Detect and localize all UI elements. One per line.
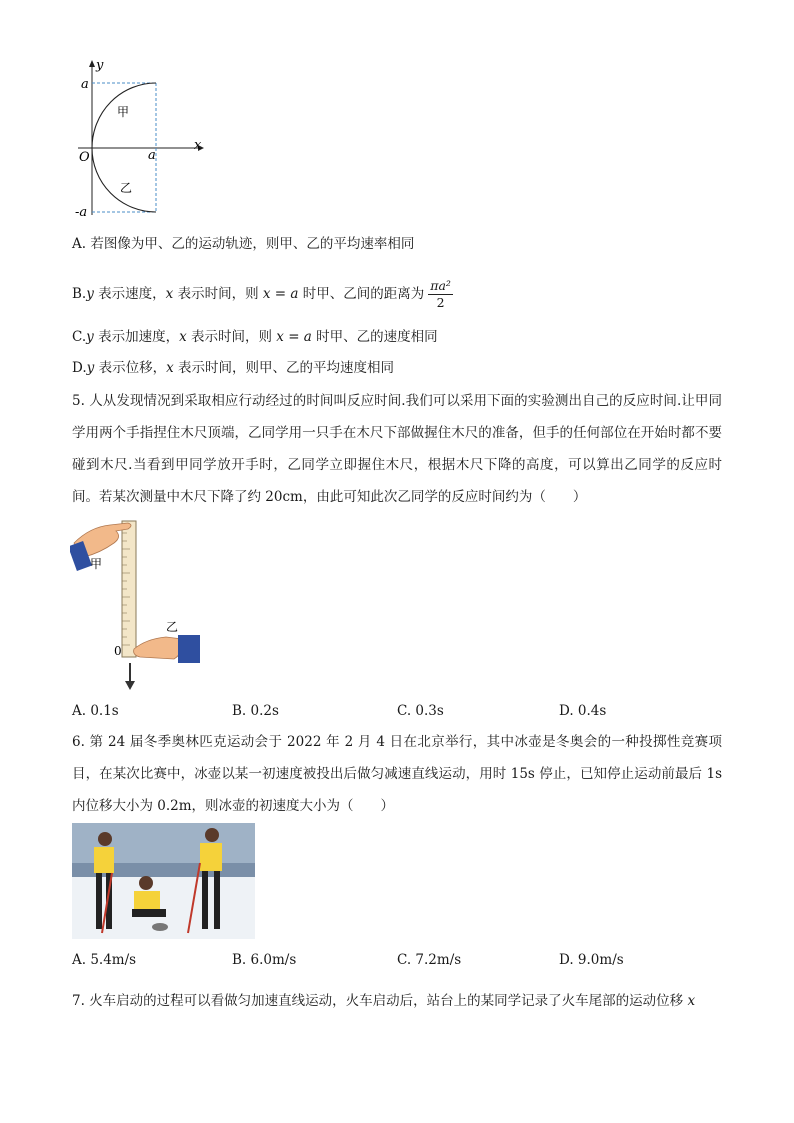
q6-option-a: A. 5.4m/s <box>72 952 137 968</box>
q5-option-a: A. 0.1s <box>72 703 119 719</box>
y-axis-label: y <box>96 58 104 73</box>
curve-lower <box>92 148 156 212</box>
label-jia: 甲 <box>90 557 103 571</box>
q4-option-c-text3: 时甲、乙的速度相同 <box>311 329 438 345</box>
q4-option-c-x: x <box>179 329 187 345</box>
q4-option-c <box>72 328 438 346</box>
q4-option-d-prefix: D. <box>72 360 87 376</box>
x-axis-label: x <box>194 138 202 153</box>
q4-option-c-eq: x = a <box>276 329 312 345</box>
q4-option-b-text1: 表示速度， <box>93 286 166 302</box>
top-tick-label: a <box>81 77 89 92</box>
q5-option-c: C. 0.3s <box>397 703 444 719</box>
q5-option-d: D. 0.4s <box>559 703 607 719</box>
graph-figure <box>70 55 210 225</box>
q4-option-d-text1: 表示位移， <box>94 360 167 376</box>
q4-option-d <box>72 359 394 377</box>
q4-option-b-y: y <box>86 286 94 302</box>
q4-option-d-x: x <box>166 360 174 376</box>
bottom-tick-label: -a <box>75 205 88 220</box>
curling-photo <box>72 823 255 939</box>
ruler-figure <box>70 513 210 693</box>
q4-option-d-y: y <box>86 360 95 376</box>
q5-question-text: 5. 人从发现情况到采取相应行动经过的时间叫反应时间.我们可以采用下面的实验测出自己的反应时间.让甲同学用两个手指捏住木尺顶端，乙同学用一只手在木尺下部做握住木尺的准备，但手的任何部位在开始时都不要碰到木尺.当看到甲同学放开手时，乙同学立即握住木尺，根据木尺下降的高度，可以算出乙同学的反应时间。若某次测量中木尺下降了约 20cm，由此可知此次乙同学的反应时间约为（ ） <box>72 393 722 505</box>
q4-option-b-text2: 表示时间，则 <box>173 286 263 302</box>
q4-option-d-text2: 表示时间，则甲、乙的平均速度相同 <box>173 360 394 376</box>
q5-option-b: B. 0.2s <box>232 703 279 719</box>
curve-lower-label: 乙 <box>120 181 133 195</box>
q4-option-a: A. 若图像为甲、乙的运动轨迹，则甲、乙的平均速率相同 <box>72 236 415 252</box>
q7-question-text <box>72 992 695 1010</box>
q6-option-c: C. 7.2m/s <box>397 952 462 968</box>
sleeve-yi <box>178 635 200 663</box>
q4-option-b-text3: 时甲、乙间的距离为 <box>298 286 425 302</box>
q4-option-b-x: x <box>165 286 174 302</box>
q6-option-d: D. 9.0m/s <box>559 952 624 968</box>
q4-option-b-prefix: B. <box>72 286 87 302</box>
q7-var: x <box>687 993 696 1009</box>
q4-option-b <box>72 278 453 311</box>
q4-option-b-fraction <box>428 278 453 311</box>
q4-option-b-eq: x = a <box>262 286 299 302</box>
q4-option-c-text1: 表示加速度， <box>93 329 180 345</box>
right-tick-label: a <box>148 148 156 163</box>
fraction-numerator: πa² <box>430 278 451 293</box>
hand-yi <box>134 637 183 659</box>
curve-upper-label: 甲 <box>117 105 130 119</box>
y-axis-arrow <box>89 60 95 67</box>
fraction-denominator: 2 <box>436 295 445 310</box>
q4-option-c-y: y <box>86 329 94 345</box>
q7-text: 7. 火车启动的过程可以看做匀加速直线运动，火车启动后，站台上的某同学记录了火车尾部的运动位移 <box>72 993 688 1009</box>
drop-arrow-head <box>125 681 135 690</box>
label-zero: 0 <box>114 644 122 658</box>
origin-label: O <box>79 150 90 165</box>
label-yi: 乙 <box>166 620 179 634</box>
q4-option-c-prefix: C. <box>72 329 87 345</box>
q6-option-b: B. 6.0m/s <box>232 952 297 968</box>
q4-option-c-text2: 表示时间，则 <box>186 329 277 345</box>
q6-question-text: 6. 第 24 届冬季奥林匹克运动会于 2022 年 2 月 4 日在北京举行，其中冰壶是冬奥会的一种投掷性竞赛项目，在某次比赛中，冰壶以某一初速度被投出后做匀减速直线运动，用时 15s 停止，已知停止运动前最后 1s 内位移大小为 0.2m，则冰壶的初速度大小为（ ） <box>72 734 722 814</box>
